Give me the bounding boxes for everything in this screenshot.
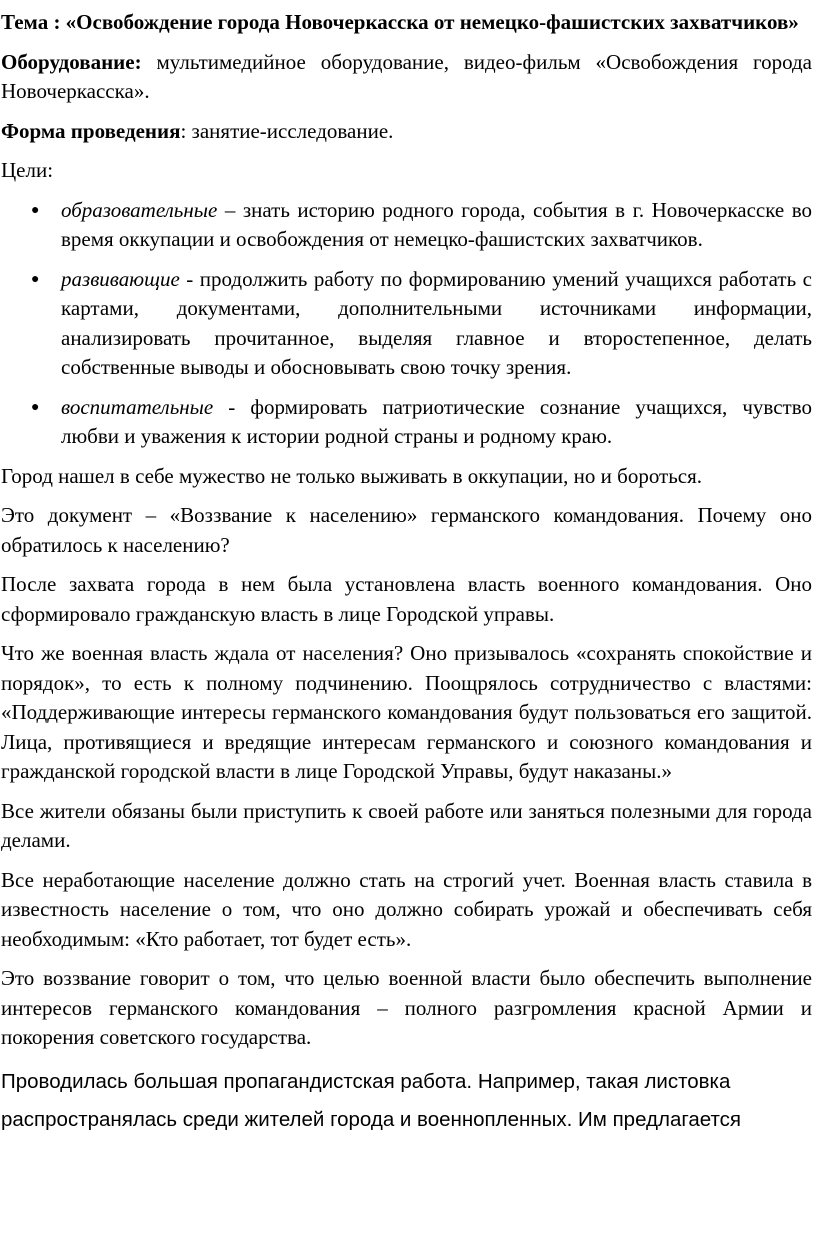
bullet-icon: ●	[31, 202, 40, 218]
body-paragraph: Это воззвание говорит о том, что целью военной власти было обеспечить выполнение интересов германского командования – полного разгромления красной Армии и покорения советского государства.	[1, 966, 812, 1049]
goal-text: - формировать патриотические сознание учащихся, чувство любви и уважения к истории родной страны и родному краю.	[61, 394, 812, 448]
lesson-title: Тема : «Освобождение города Новочеркасска от немецко-фашистских захватчиков»	[1, 10, 799, 34]
equipment-text: мультимедийное оборудование, видео-фильм «Освобождения города Новочеркасска».	[1, 49, 812, 103]
goal-type: воспитательные	[61, 394, 214, 419]
goal-text: - продолжить работу по формированию умений учащихся работать с картами, документами, дополнительными источниками информации, анализировать прочитанное, выделяя главное и второстепенное, делать собственные выводы и обосновывать свою точку зрения.	[61, 266, 812, 379]
goal-item-upbringing	[1, 393, 812, 452]
goal-type: образовательные	[61, 197, 218, 222]
goal-item-developmental	[1, 265, 812, 383]
goals-heading: Цели:	[1, 158, 54, 182]
goals-list	[1, 196, 812, 452]
body-paragraph: После захвата города в нем была установлена власть военного командования. Оно сформировало гражданскую власть в лице Городской управы.	[1, 572, 812, 626]
leaflet-paragraph: Проводилась большая пропагандистская работа. Например, такая листовка распространялась среди жителей города и военнопленных. Им предлагается	[1, 1069, 742, 1131]
bullet-icon: ●	[31, 271, 40, 287]
body-paragraph: Это документ – «Воззвание к населению» германского командования. Почему оно обратилось к населению?	[1, 503, 812, 557]
body-paragraph: Все жители обязаны были приступить к своей работе или заняться полезными для города делами.	[1, 798, 812, 852]
goal-item-educational	[1, 196, 812, 255]
equipment-label: Оборудование:	[1, 49, 142, 74]
bullet-icon: ●	[31, 399, 40, 415]
form-line	[1, 117, 812, 147]
body-paragraph: Что же военная власть ждала от населения? Оно призывалось «сохранять спокойствие и порядок», то есть к полному подчинению. Поощрялось сотрудничество с властями: «Поддерживающие интересы германского командования будут пользоваться его защитой. Лица, противящиеся и вредящие интересам германского и союзного командования и гражданской городской власти в лице Городской Управы, будут наказаны.»	[1, 641, 812, 783]
form-label: Форма проведения	[1, 118, 181, 143]
body-paragraph: Город нашел в себе мужество не только выживать в оккупации, но и бороться.	[1, 463, 703, 488]
body-paragraph: Все неработающие население должно стать на строгий учет. Военная власть ставила в известность население о том, что оно должно собирать урожай и обеспечивать себя необходимым: «Кто работает, тот будет есть».	[1, 867, 812, 951]
goal-text: – знать историю родного города, события в г. Новочеркасске во время оккупации и освобождения от немецко-фашистских захватчиков.	[61, 197, 812, 251]
form-text: : занятие-исследование.	[180, 118, 394, 143]
equipment-line	[1, 48, 812, 107]
goal-type: развивающие	[61, 266, 180, 291]
